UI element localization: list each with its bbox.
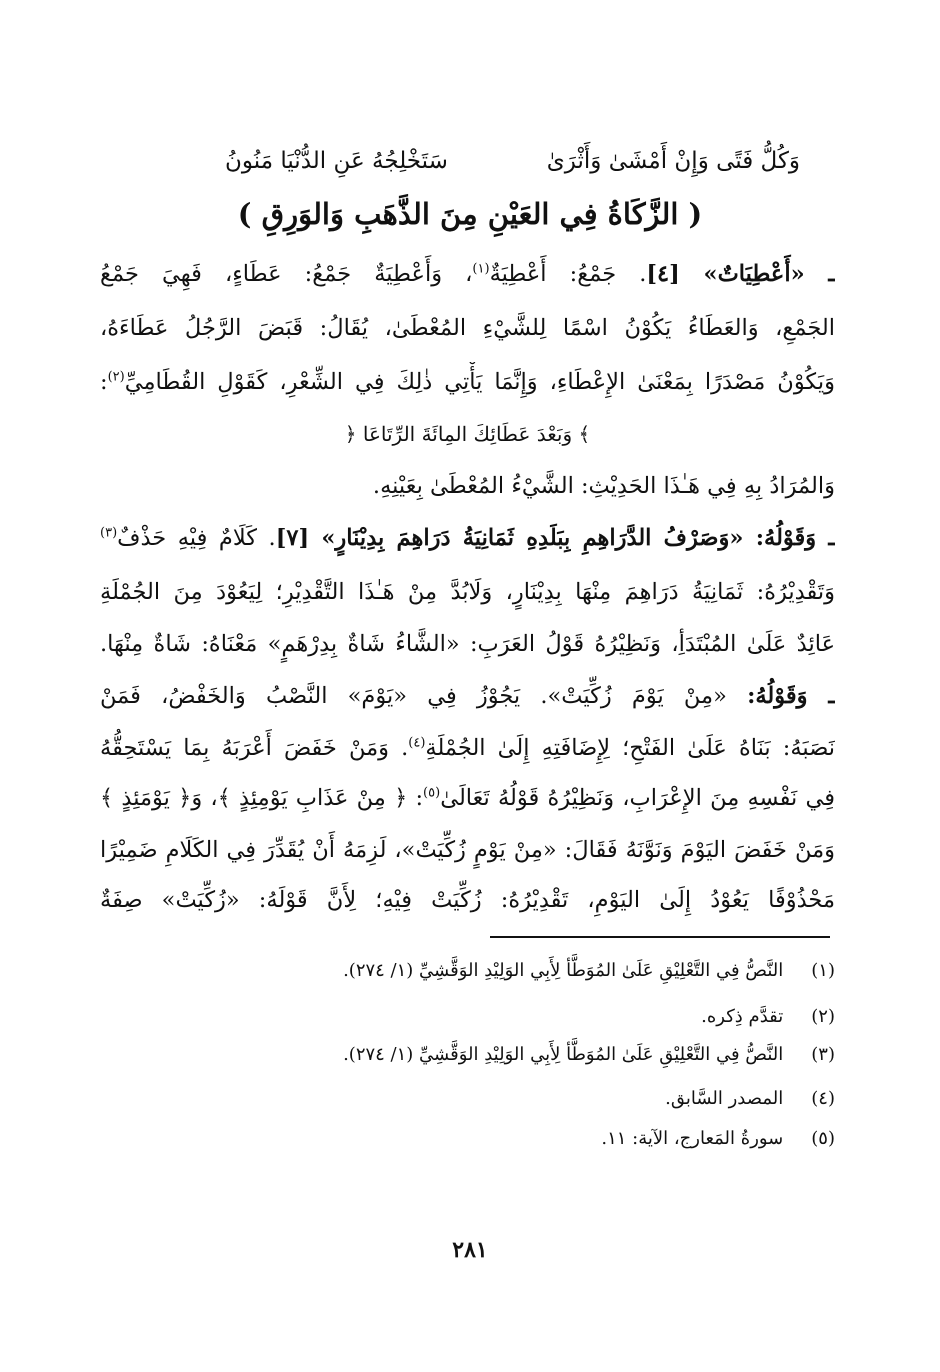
body-line <box>100 518 835 558</box>
body-line: وَتَقْدِيْرُهُ: ثَمَانِيَةُ دَرَاهِمَ مِنْهَا بِدِيْنَارٍ، وَلَابُدَّ مِنْ هَـٰذَا التَّقْدِيْرِ؛ لِيَعُوْدَ مِنَ الجُمْلَةِ <box>100 579 835 605</box>
footnote <box>200 1040 835 1070</box>
body-text: . جَمْعُ: أَعْطِيَةٌ <box>489 261 647 287</box>
body-line: الجَمْعِ، وَالعَطَاءُ يَكُوْنُ اسْمًا لِلشَّيْءِ المُعْطَىٰ، يُقَالُ: قَبَضَ الرَّجُلُ عَطَاءَهُ، <box>100 315 835 341</box>
footnote <box>200 1124 835 1154</box>
body-line <box>100 362 835 402</box>
footnote-text: النَّصُّ فِي التَّعْلِيْقِ عَلَىٰ المُوَطَّأ لِأَبِي الوَلِيْدِ الوَقَّشِيِّ (١/ ٢٧٤). <box>343 960 784 981</box>
footnote-ref: (٣) <box>100 525 118 541</box>
verse-hemistich-first: وَكُلُّ فَتًى وَإِنْ أَمْشَىٰ وَأَثْرَىٰ <box>546 148 800 174</box>
footnote <box>200 1002 835 1032</box>
verse-hemistich-second: سَتَخْلِجُهُ عَنِ الدُّنْيَا مَنُونُ <box>225 148 448 174</box>
footnote-number: (٢) <box>811 1006 835 1027</box>
footnote-number: (٤) <box>811 1088 835 1109</box>
body-text: : <box>100 369 108 395</box>
footnote <box>200 956 835 986</box>
body-text: «مِنْ يَوْمَ زُكِّيَتْ». يَجُوْزُ فِي «يَوْمَ» النَّصْبُ وَالخَفْضُ، فَمَنْ <box>100 683 727 709</box>
poetry-verse <box>100 141 800 181</box>
footnote-ref: (٤) <box>408 735 426 751</box>
footnote-ref: (١) <box>472 261 490 277</box>
body-line: عَائِدٌ عَلَىٰ المُبْتَدَأِ، وَنَظِيْرُهُ قَوْلُ العَرَبِ: «الشَّاءُ شَاةٌ بِدِرْهَمٍ» مَعْنَاهُ: شَاةٌ مِنْهَا. <box>100 631 835 657</box>
footnote-text: تقدَّم ذِكره. <box>701 1006 784 1027</box>
body-text: فِي نَفْسِهِ مِنَ الإِعْرَابِ، وَنَظِيْرُهُ قَوْلُهُ تَعَالَىٰ <box>440 785 835 811</box>
body-text: : ﴿ مِنْ عَذَابِ يَوْمِئِذٍ ﴾، وَ﴿ يَوْمَئِذٍ ﴾ <box>100 785 424 811</box>
footnote-number: (٥) <box>811 1128 835 1149</box>
body-line <box>100 778 835 818</box>
footnote <box>200 1084 835 1114</box>
body-line: وَالمُرَادُ بِهِ فِي هَـٰذَا الحَدِيْثِ: الشَّيْءُ المُعْطَىٰ بِعَيْنِهِ. <box>372 473 835 499</box>
body-text: . كَلَامٌ فِيْهِ حَذْفٌ <box>117 525 276 551</box>
body-text: . وَمَنْ خَفَضَ أَعْرَبَهُ بِمَا يَسْتَحِقُّهُ <box>100 735 409 761</box>
body-line <box>100 676 835 716</box>
body-line <box>100 254 835 294</box>
body-text: ، وَأَعْطِيَةٌ جَمْعُ: عَطَاءٍ، فَهِيَ جَمْعُ <box>100 261 473 287</box>
footnote-ref: (٢) <box>107 369 125 385</box>
footnote-number: (٣) <box>811 1044 835 1065</box>
page-number: ٢٨١ <box>452 1237 488 1263</box>
quoted-verse: ﴾ وَبَعْدَ عَطَائِكَ المِائَةَ الرِّتَاعَا ﴿ <box>344 422 591 446</box>
entry-keyword: ـ «أَعْطِيَاتٌ» [٤] <box>646 261 835 287</box>
body-line: وَمَنْ خَفَضَ اليَوْمَ وَنَوَّنَهُ فَقَالَ: «مِنْ يَوْمٍ زُكِّيَتْ»، لَزِمَهُ أَنْ يُقَدِّرَ فِي الكَلَامِ ضَمِيْرًا <box>100 837 835 863</box>
footnote-text: النَّصُّ فِي التَّعْلِيْقِ عَلَىٰ المُوَطَّأ لِأَبِي الوَلِيْدِ الوَقَّشِيِّ (١/ ٢٧٤). <box>343 1044 784 1065</box>
footnote-number: (١) <box>811 960 835 981</box>
body-line <box>100 728 835 768</box>
footnote-separator <box>490 936 830 938</box>
entry-keyword: ـ وَقَوْلُهُ: <box>747 683 835 709</box>
footnote-ref: (٥) <box>423 785 441 801</box>
body-text: نَصَبَهُ: بَنَاهُ عَلَىٰ الفَتْحِ؛ لِإِضَافَتِهِ إِلَىٰ الجُمْلَةِ <box>425 735 835 761</box>
body-line: مَحْذُوْفًا يَعُوْدُ إِلَىٰ اليَوْمِ، تَقْدِيْرُهُ: زُكِّيَتْ فِيْهِ؛ لِأَنَّ قَوْلَهُ: «زُكِّيَتْ» صِفَةٌ <box>100 887 835 913</box>
footnote-text: سورةُ المَعارج، الآية: ١١. <box>601 1128 784 1149</box>
entry-keyword: ـ وَقَوْلُهُ: «وَصَرْفُ الدَّرَاهِمِ بِبَلَدِهِ ثَمَانِيَةُ دَرَاهِمَ بِدِيْنَارٍ» [٧] <box>275 525 835 551</box>
section-heading: ( الزَّكَاةُ فِي العَيْنِ مِنَ الذَّهَبِ وَالوَرِقِ ) <box>237 197 703 231</box>
footnote-text: المصدر السَّابق. <box>665 1088 784 1109</box>
body-text: وَيَكُوْنُ مَصْدَرًا بِمَعْنَىٰ الإِعْطَاءِ، وَإِنَّمَا يَأْتِي ذٰلِكَ فِي الشِّعْرِ، كَقَوْلِ القُطَامِيِّ <box>124 369 835 395</box>
